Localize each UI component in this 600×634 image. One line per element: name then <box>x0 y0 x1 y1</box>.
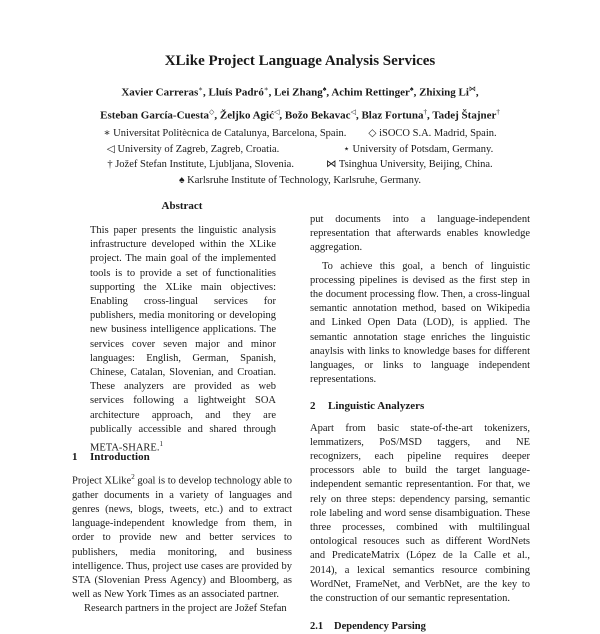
affiliation-row <box>0 173 600 189</box>
author-mark: ∗ <box>263 85 269 93</box>
author-mark: ◁ <box>273 107 280 116</box>
subsection-heading-dependency-parsing <box>310 620 530 634</box>
author-name: Zhixing Li <box>419 86 469 99</box>
author-mark: ♠ <box>322 85 327 93</box>
author-name: Blaz Fortuna <box>361 109 424 122</box>
author-mark: ◁ <box>350 107 356 116</box>
affiliation: ⋈ Tsinghua University, Beijing, China. <box>325 159 493 170</box>
author-mark: ∗ <box>198 85 203 93</box>
author-mark: † <box>423 107 427 116</box>
footnote-mark: 1 <box>159 440 163 449</box>
footnote-mark: 2 <box>131 473 135 481</box>
affiliation-row <box>0 126 600 142</box>
affiliation: ⋆ University of Potsdam, Germany. <box>343 143 494 155</box>
affiliation-row <box>0 142 600 158</box>
affiliation: ◁ University of Zagreb, Zagreb, Croatia. <box>106 143 280 155</box>
author-name: Achim Rettinger <box>331 86 410 99</box>
author-name: Božo Bekavac <box>284 109 351 122</box>
paragraph <box>72 470 292 602</box>
affiliations <box>0 126 600 188</box>
text-run: goal is to develop technology able to gather documents in a variety of languages and genres (news, blogs, tweets, etc.) and to extract language-independent knowledge from them, in order to provide new and better services to publishers, media monitoring, and business intelligence. Thus, project use cases are provided by STA (Slovenian Press Agency) and Bloomberg, as well as New York Times as an associated partner. <box>72 475 292 601</box>
author-name: Lei Zhang <box>274 86 323 99</box>
section-title: Dependency Parsing <box>334 621 426 633</box>
section-title: Linguistic Analyzers <box>328 400 425 413</box>
author-mark: ♠ <box>409 85 414 93</box>
paper-title: XLike Project Language Analysis Services <box>164 53 436 69</box>
affiliation: ♠ Karlsruhe Institute of Technology, Karlsruhe, Germany. <box>178 174 422 186</box>
author-name: Lluís Padró <box>208 86 264 99</box>
affiliation: † Jožef Stefan Institute, Ljubljana, Slovenia. <box>107 159 294 170</box>
author-mark: ⋈ <box>468 85 476 93</box>
section-heading-introduction <box>72 451 150 463</box>
section-number: 1 <box>72 451 78 463</box>
author-name: Željko Agić <box>219 109 274 122</box>
paragraph: Research partners in the project are Jožef Stefan <box>84 603 287 615</box>
author-name: Xavier Carreras <box>121 86 199 99</box>
text-run: Project XLike <box>72 475 132 487</box>
author-list <box>0 80 600 125</box>
author-line-2: Esteban García-Cuesta◇, Željko Agić◁, Božo Bekavac◁, Blaz Fortuna†, Tadej Štajner† <box>100 107 500 122</box>
author-mark: † <box>496 107 500 116</box>
section-number: 2.1 <box>310 621 324 633</box>
right-column <box>310 213 530 634</box>
author-name: Tadej Štajner <box>432 109 497 122</box>
section-title: Introduction <box>90 451 150 463</box>
affiliation-row <box>0 157 600 173</box>
author-name: Esteban García-Cuesta <box>100 109 209 122</box>
abstract-paragraph: This paper presents the linguistic analysis infrastructure developed within the XLike project. The main goal of the implemented tools is to provide a set of functionalities supporting the XLike main objectives: Enabling cross-lingual services for publishers, media monitoring or developing new business intelligence applications. The services cover seven major and minor languages: English, German, Spanish, Chinese, Catalan, Slovenian, and Croatian. These analyzers are provided as web services following a lightweight SOA architecture approach, and they are publically accessible and shared through META-SHARE. <box>90 225 276 454</box>
paragraph: Apart from basic state-of-the-art tokenizers, lemmatizers, PoS/MSD taggers, and NE recognizers, each pipeline requires deeper processors able to build the target language-independent semantic representantion. For that, we rely on three steps: dependency parsing, semantic role labeling and word sense disambiguation. These three processes, combined with multilingual ontological resouces such as different WordNets and PredicateMatrix (López de la Calle et al., 2014), a lexical semantics resource combining WordNet, FrameNet, and VerbNet, are the key to the construction of our semantic representation. <box>310 422 530 605</box>
abstract-heading: Abstract <box>161 200 203 212</box>
section-number: 2 <box>310 400 316 413</box>
introduction-body <box>72 470 292 617</box>
affiliation: ∗ Universitat Politècnica de Catalunya, Barcelona, Spain. <box>103 128 347 139</box>
paragraph: put documents into a language-independent representation that afterwards enables knowledge aggregation. <box>310 214 530 254</box>
section-heading-linguistic-analyzers <box>310 399 530 413</box>
affiliation: ◇ iSOCO S.A. Madrid, Spain. <box>368 128 497 139</box>
author-mark: ◇ <box>209 107 215 116</box>
author-line-1: Xavier Carreras∗, Lluís Padró∗, Lei Zhang♠, Achim Rettinger♠, Zhixing Li⋈, <box>121 85 479 99</box>
paragraph: To achieve this goal, a bench of linguistic processing pipelines is devised as the first step in the document processing flow. Then, a cross-lingual semantic annotation method, based on Wikipedia and Linked Open Data (LOD), is applied. The semantic annotation stage enriches the linguistic anaylsis with links to knowledge bases for different languages, or links to language independent representations. <box>310 260 530 386</box>
abstract-text <box>90 224 276 456</box>
